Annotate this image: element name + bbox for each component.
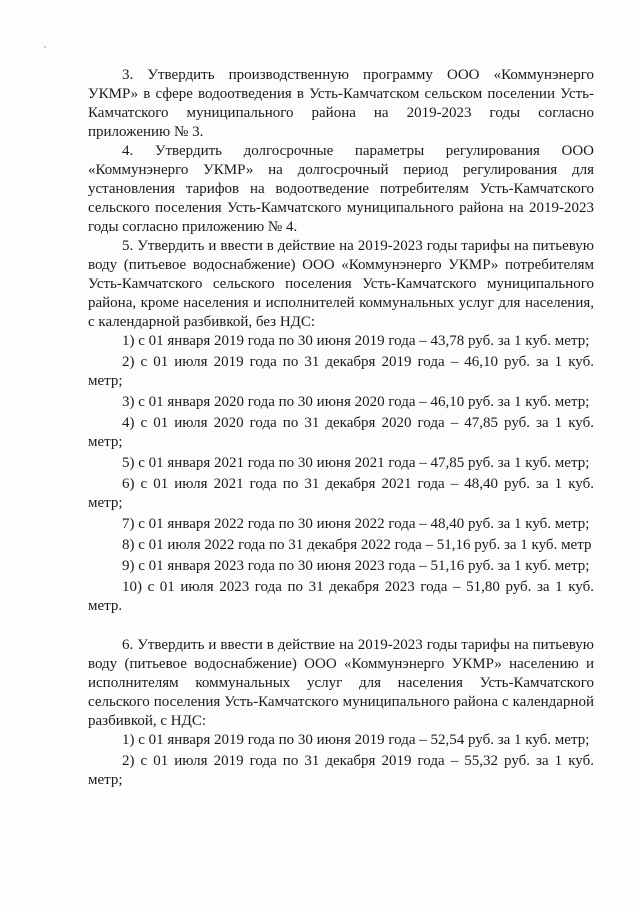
paragraph-6: 6. Утвердить и ввести в действие на 2019-2023 годы тарифы на питьевую воду (питьевое водоснабжение) ООО «Коммунэнерго УКМР» населению и исполнителям коммунальных услуг для населения Усть-Камчатского сельского поселения Усть-Камчатского муниципального района с календарной разбивкой, с НДС:	[88, 637, 594, 729]
tariff-list-5	[88, 332, 594, 616]
paragraph-gap	[88, 618, 594, 636]
list-item: 4) с 01 июля 2020 года по 31 декабря 2020 года – 47,85 руб. за 1 куб. метр;	[88, 415, 594, 450]
list-item: 8) с 01 июля 2022 года по 31 декабря 2022 года – 51,16 руб. за 1 куб. метр	[122, 537, 592, 553]
list-item: 3) с 01 января 2020 года по 30 июня 2020 года – 46,10 руб. за 1 куб. метр;	[122, 394, 590, 410]
list-item: 2) с 01 июля 2019 года по 31 декабря 2019 года – 55,32 руб. за 1 куб. метр;	[88, 753, 594, 788]
paragraph-3: 3. Утвердить производственную программу ООО «Коммунэнерго УКМР» в сфере водоотведения в Усть-Камчатском сельском поселении Усть-Камчатского муниципального района на 2019-2023 годы согласно приложению № 3.	[88, 67, 594, 140]
list-item: 6) с 01 июля 2021 года по 31 декабря 2021 года – 48,40 руб. за 1 куб. метр;	[88, 476, 594, 511]
scan-speck	[44, 46, 46, 48]
list-item: 7) с 01 января 2022 года по 30 июня 2022 года – 48,40 руб. за 1 куб. метр;	[122, 516, 590, 532]
document-body	[88, 66, 594, 792]
list-item: 2) с 01 июля 2019 года по 31 декабря 2019 года – 46,10 руб. за 1 куб. метр;	[88, 354, 594, 389]
list-item: 5) с 01 января 2021 года по 30 июня 2021 года – 47,85 руб. за 1 куб. метр;	[122, 455, 590, 471]
paragraph-5: 5. Утвердить и ввести в действие на 2019-2023 годы тарифы на питьевую воду (питьевое водоснабжение) ООО «Коммунэнерго УКМР» потребителям Усть-Камчатского сельского поселения Усть-Камчатского муниципального района, кроме населения и исполнителей коммунальных услуг для населения, с календарной разбивкой, без НДС:	[88, 238, 594, 330]
tariff-list-6	[88, 731, 594, 790]
list-item: 1) с 01 января 2019 года по 30 июня 2019 года – 52,54 руб. за 1 куб. метр;	[122, 732, 590, 748]
paragraph-4: 4. Утвердить долгосрочные параметры регулирования ООО «Коммунэнерго УКМР» на долгосрочный период регулирования для установления тарифов на водоотведение потребителям Усть-Камчатского сельского поселения Усть-Камчатского муниципального района на 2019-2023 годы согласно приложению № 4.	[88, 143, 594, 235]
list-item: 9) с 01 января 2023 года по 30 июня 2023 года – 51,16 руб. за 1 куб. метр;	[122, 558, 590, 574]
list-item: 10) с 01 июля 2023 года по 31 декабря 2023 года – 51,80 руб. за 1 куб. метр.	[88, 579, 594, 614]
list-item: 1) с 01 января 2019 года по 30 июня 2019 года – 43,78 руб. за 1 куб. метр;	[122, 333, 590, 349]
